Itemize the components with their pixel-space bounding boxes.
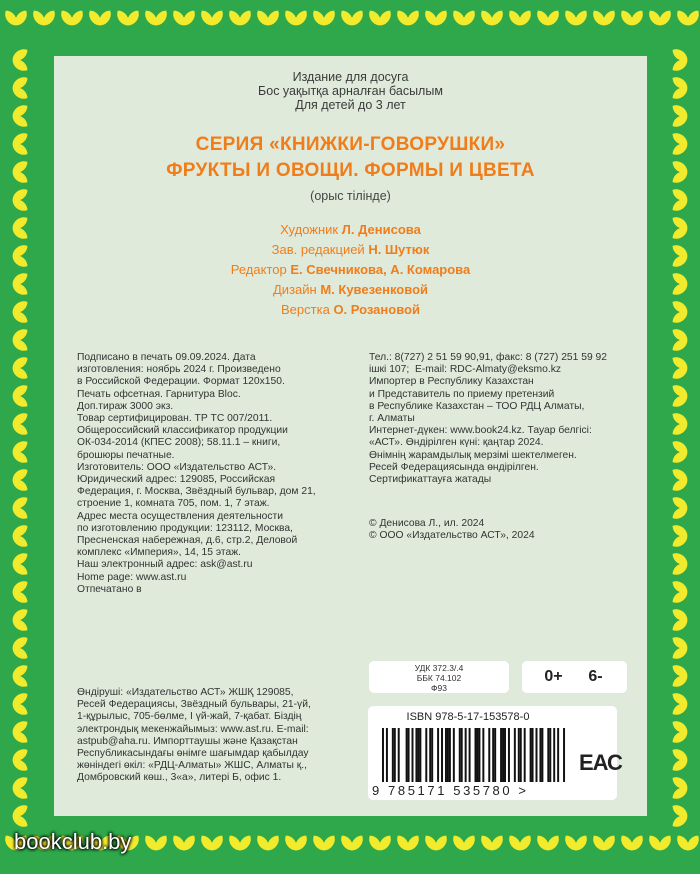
isbn-label: ISBN 978-5-17-153578-0 — [406, 711, 530, 723]
header-line-leisure: Издание для досуга — [292, 70, 409, 84]
credit-editor-in-chief: Зав. редакцией Н. Шутюк — [271, 242, 430, 257]
credit-artist: Художник Л. Денисова — [280, 222, 421, 237]
bbk-code: ББК 74.102 — [416, 673, 462, 683]
imprint-left: Подписано в печать 09.09.2024. Дата изготовления: ноябрь 2024 г. Произведено в Российской Федерации. Формат 120x150. Печать офсетная. Гарнитура Bloc. Доп.тираж 3000 экз. Товар сертифицирован. ТР ТС 007/2011. Общероссийский классификатор продукции ОК-034-2014 (КПЕС 2008); 58.11.1 – книги, брошюры печатные. Изготовитель: ООО «Издательство АСТ». Юридический адрес: 129085, Российская Федерация, г. Москва, Звёздный бульвар, дом 21, строение 1, комната 705, пом. 1, 7 этаж. Адрес места осуществления деятельности по изготовлению продукции: 123112, Москва, Пресненская набережная, д.6, стр.2, Деловой комплекс «Империя», 14, 15 этаж. Наш электронный адрес: ask@ast.ru Home page: www.ast.ru Отпечатано в — [77, 352, 316, 595]
barcode-bar — [406, 728, 408, 782]
barcode-bar — [482, 728, 484, 782]
credit-layout: Верстка О. Розановой — [281, 302, 420, 317]
barcode-bar — [549, 728, 551, 782]
barcode-bar — [502, 728, 504, 782]
barcode-bar — [514, 728, 516, 782]
age-rating-0plus: 0+ — [522, 661, 585, 693]
barcode-bar — [494, 728, 496, 782]
barcode-bar — [461, 728, 463, 782]
barcode-bar — [553, 728, 555, 782]
barcode-bar — [488, 728, 490, 782]
barcode-bar — [449, 728, 451, 782]
watermark-text: bookclub.by — [14, 829, 132, 854]
barcode-bar — [386, 728, 388, 782]
barcode-bar — [500, 728, 502, 782]
classification-box — [369, 661, 509, 693]
barcode-bar — [465, 728, 467, 782]
barcode-bar — [437, 728, 439, 782]
barcode-bar — [429, 728, 431, 782]
barcode-bar — [419, 728, 421, 782]
barcode-bar — [475, 728, 477, 782]
age-rating-6: 6- — [564, 661, 627, 693]
udk-code: УДК 372.3/.4 — [414, 663, 464, 673]
header-line-kazakh: Бос уақытқа арналған басылым — [258, 84, 443, 98]
barcode-bar — [398, 728, 400, 782]
imprint-kazakh: Өндіруші: «Издательство АСТ» ЖШҚ 129085, Ресей Федерациясы, Звёздный бульвары, 21-үй, 1-құрылыс, 705-бөлме, І үй-жай, 7-қабат. Біздің электрондық мекенжайымыз: www.ast.ru. E-mail: astpub@aha.ru. Импорттаушы және Қазақстан Республикасындағы өнімге шағымдар қабылдау жөніндегі өкіл: «РДЦ-Алматы» ЖШС, Алматы қ., Домбровский көш., 3«а», литері Б, офис 1. — [77, 687, 311, 784]
barcode-bar — [539, 728, 541, 782]
credit-editor: Редактор Е. Свечникова, А. Комарова — [230, 262, 471, 277]
book-title: ФРУКТЫ И ОВОЩИ. ФОРМЫ И ЦВЕТА — [166, 160, 535, 181]
barcode-bar — [382, 728, 384, 782]
barcode-bar — [408, 728, 410, 782]
barcode-bar — [447, 728, 449, 782]
barcode-bar — [532, 728, 534, 782]
barcode-bar — [530, 728, 532, 782]
barcode-bar — [547, 728, 549, 782]
barcode-digits: 9 785171 535780 > — [372, 783, 529, 798]
barcode-bar — [541, 728, 543, 782]
barcode-bar — [453, 728, 455, 782]
author-mark: Ф93 — [431, 683, 447, 693]
barcode-bar — [557, 728, 559, 782]
barcode-bar — [478, 728, 480, 782]
barcode-bar — [415, 728, 417, 782]
barcode-image — [382, 728, 567, 782]
barcode-bar — [536, 728, 538, 782]
barcode-bar — [445, 728, 447, 782]
barcode-bar — [441, 728, 443, 782]
barcode-panel — [368, 706, 622, 800]
imprint-right: Тел.: 8(727) 2 51 59 90,91, факс: 8 (727) 251 59 92 ішкі 107; E-mail: RDC-Almaty@eksmo.kz Импортер в Республику Казахстан и Представитель по приему претензий в Республике Казахстан – ТОО РДЦ Алматы, г. Алматы Интернет-дүкен: www.book24.kz. Тауар белгісі: «АСТ». Өндірілген күні: қаңтар 2024. Өнімнің жарамдылық мерзімі шектелмеген. Ресей Федерациясында өндірілген. Сертификаттауға жатады — [369, 352, 607, 486]
barcode-bar — [520, 728, 522, 782]
barcode-bar — [431, 728, 433, 782]
barcode-bar — [392, 728, 394, 782]
header-line-age: Для детей до 3 лет — [295, 98, 406, 112]
barcode-bar — [412, 728, 414, 782]
barcode-bar — [425, 728, 427, 782]
barcode-bar — [504, 728, 506, 782]
copyright-notice: © Денисова Л., ил. 2024 © ООО «Издательство АСТ», 2024 — [369, 518, 535, 542]
barcode-bar — [508, 728, 510, 782]
barcode-bar — [394, 728, 396, 782]
barcode-bar — [524, 728, 526, 782]
language-note: (орыс тілінде) — [310, 189, 391, 203]
barcode-bar — [518, 728, 520, 782]
credit-design: Дизайн М. Кувезенковой — [273, 282, 428, 297]
barcode-bar — [476, 728, 478, 782]
series-title: СЕРИЯ «КНИЖКИ-ГОВОРУШКИ» — [195, 134, 506, 155]
barcode-bar — [469, 728, 471, 782]
eac-mark: ЕАС — [579, 750, 622, 775]
barcode-bar — [563, 728, 565, 782]
barcode-bar — [459, 728, 461, 782]
barcode-bar — [492, 728, 494, 782]
barcode-bar — [417, 728, 419, 782]
